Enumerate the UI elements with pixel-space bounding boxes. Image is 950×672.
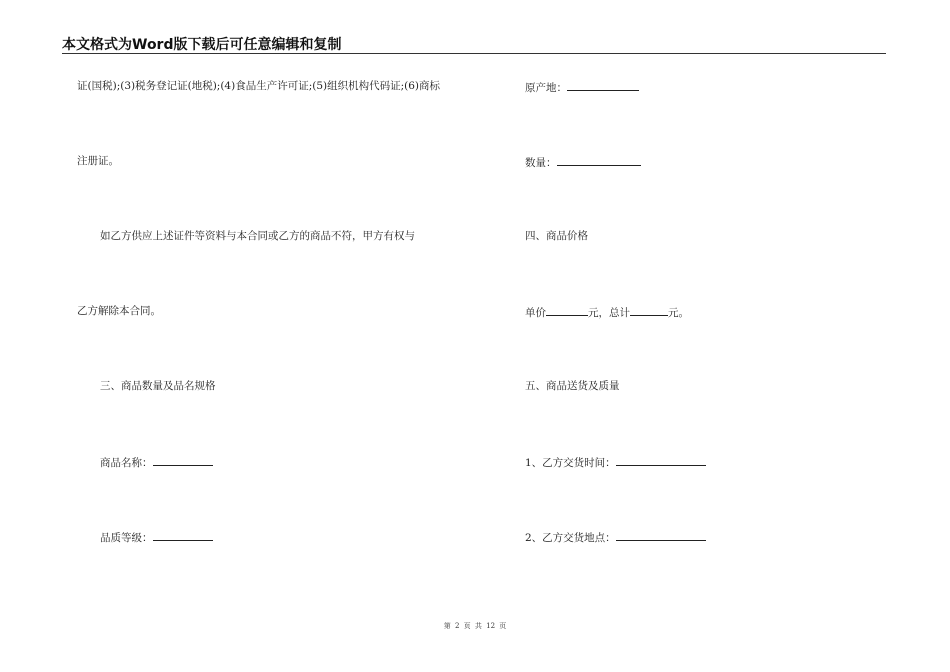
delivery-place-label: 2、乙方交货地点： <box>525 532 616 544</box>
section-5-heading: 五、商品送货及质量 <box>525 380 620 392</box>
footer-total-word: 共 <box>474 622 482 630</box>
yuan-end-label: 元。 <box>668 307 689 319</box>
footer-total-pages: 12 <box>486 622 496 630</box>
yuan-total-label: 元，总计 <box>588 307 630 319</box>
unit-price-label: 单价 <box>525 307 546 319</box>
left-line-3: 如乙方供应上述证件等资料与本合同或乙方的商品不符，甲方有权与 <box>100 230 415 242</box>
total-price-blank[interactable] <box>630 304 668 316</box>
footer-current-page: 2 <box>454 622 460 630</box>
section-4-heading: 四、商品价格 <box>525 230 588 242</box>
section-3-heading: 三、商品数量及品名规格 <box>100 380 216 392</box>
left-line-1: 证(国税);(3)税务登记证(地税);(4)食品生产许可证;(5)组织机构代码证;(6)商标 <box>77 80 441 92</box>
header-divider <box>62 53 886 54</box>
page-footer <box>0 621 950 631</box>
delivery-time-row <box>525 454 706 470</box>
left-line-4: 乙方解除本合同。 <box>77 305 161 317</box>
origin-label: 原产地： <box>525 82 567 94</box>
product-name-blank[interactable] <box>153 454 213 466</box>
quantity-blank[interactable] <box>557 154 641 166</box>
quantity-label: 数量： <box>525 157 557 169</box>
document-header-title: 本文格式为Word版下载后可任意编辑和复制 <box>62 37 342 53</box>
footer-page-word: 页 <box>463 622 471 630</box>
delivery-time-blank[interactable] <box>616 454 706 466</box>
origin-blank[interactable] <box>567 79 639 91</box>
price-row <box>525 304 689 320</box>
product-name-label: 商品名称： <box>100 457 153 469</box>
quality-grade-label: 品质等级： <box>100 532 153 544</box>
delivery-place-blank[interactable] <box>616 529 706 541</box>
product-name-row <box>100 454 213 470</box>
quality-grade-blank[interactable] <box>153 529 213 541</box>
origin-row <box>525 79 639 95</box>
unit-price-blank[interactable] <box>546 304 588 316</box>
footer-prefix: 第 <box>443 622 451 630</box>
quantity-row <box>525 154 641 170</box>
left-line-2: 注册证。 <box>77 155 119 167</box>
delivery-time-label: 1、乙方交货时间： <box>525 457 616 469</box>
quality-grade-row <box>100 529 213 545</box>
delivery-place-row <box>525 529 706 545</box>
footer-page-word-2: 页 <box>499 622 507 630</box>
